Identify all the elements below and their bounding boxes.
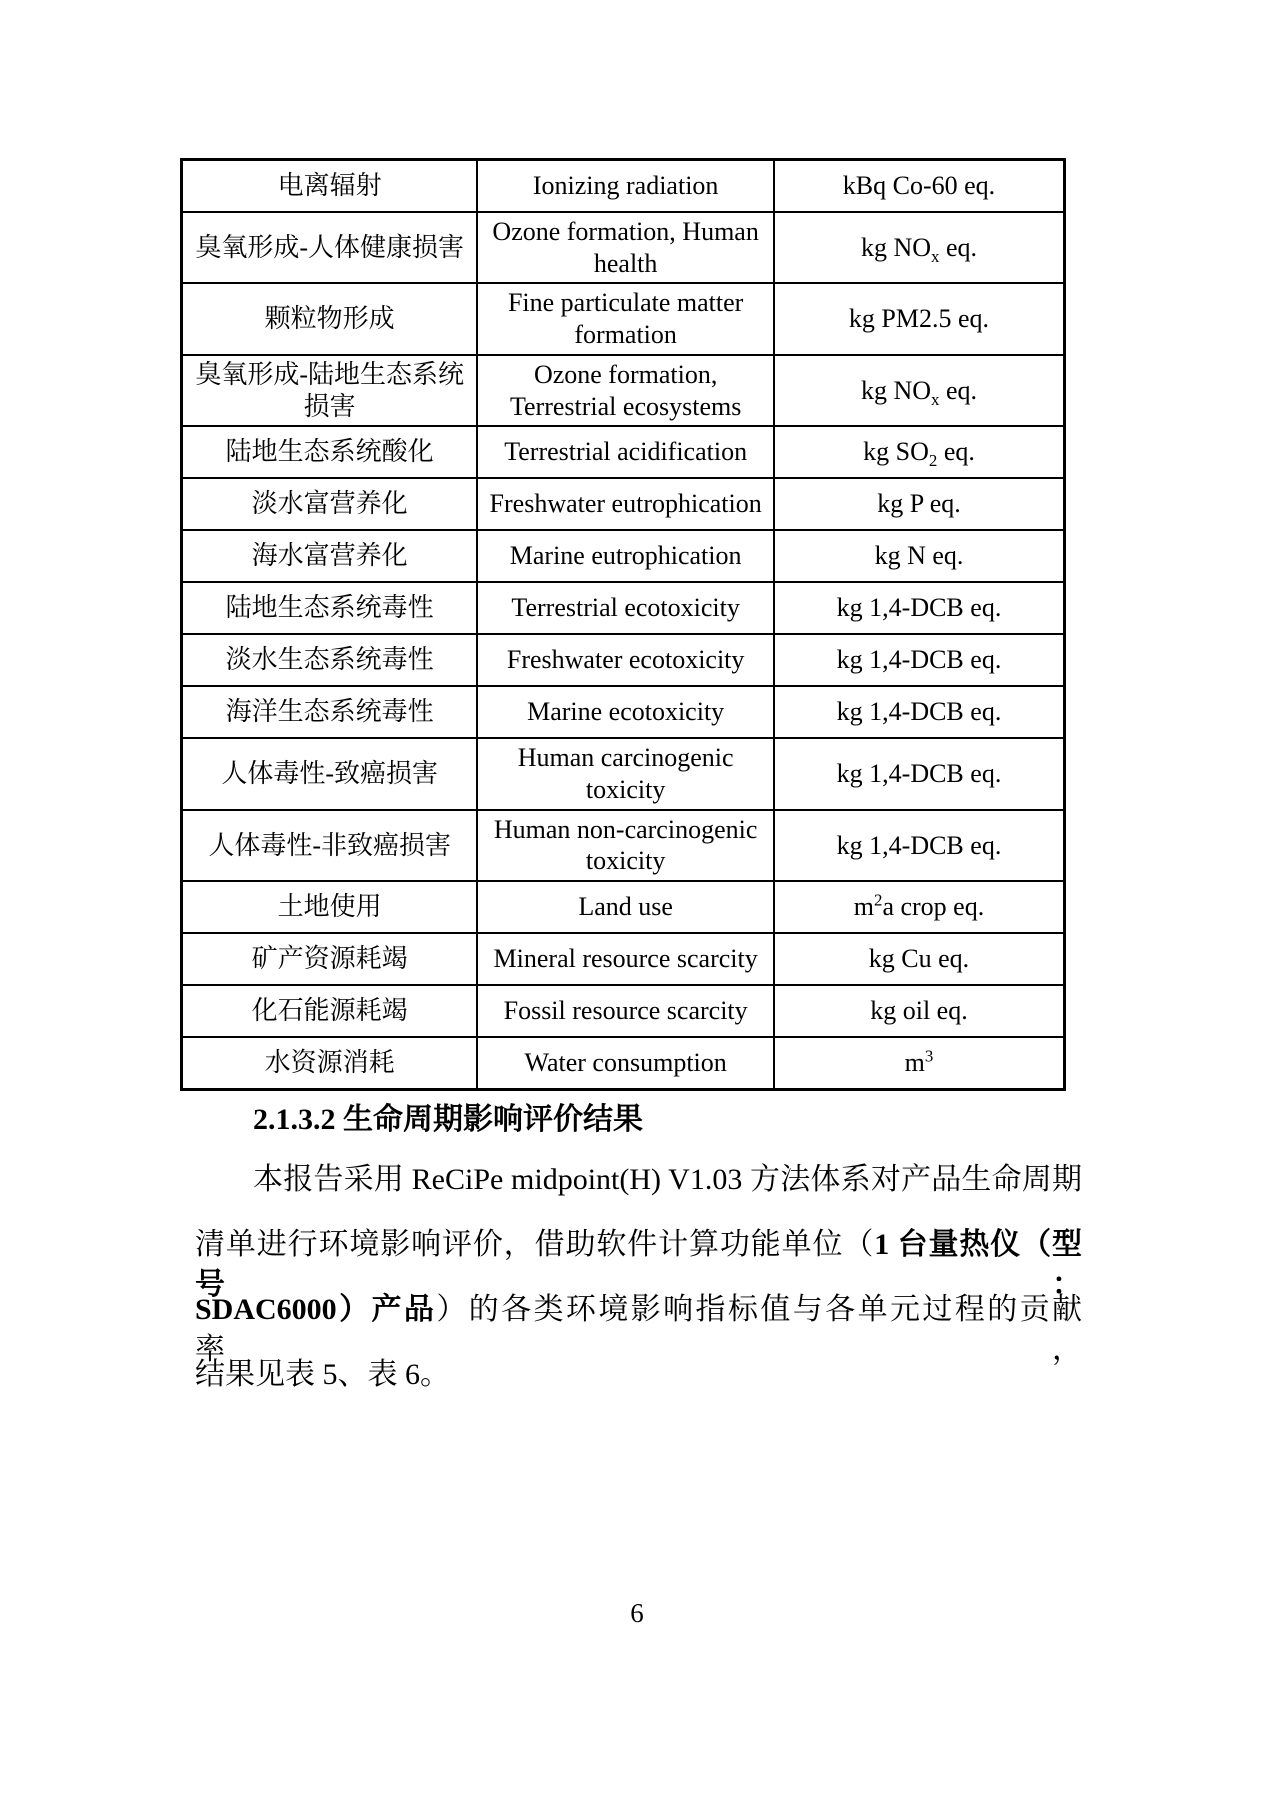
table-row — [182, 985, 1065, 1037]
category-name-en: Freshwater ecotoxicity — [477, 634, 774, 686]
category-unit: $m^2a$ crop eq. — [774, 881, 1065, 933]
category-name-en: Terrestrial ecotoxicity — [477, 582, 774, 634]
table-row — [182, 530, 1065, 582]
category-name-en: Marine eutrophication — [477, 530, 774, 582]
category-name-en: Mineral resource scarcity — [477, 933, 774, 985]
category-name-en: Water consumption — [477, 1037, 774, 1090]
category-name-zh: 陆地生态系统毒性 — [182, 582, 478, 634]
page-number: 6 — [630, 1598, 644, 1628]
category-unit: kg $NO_x$ eq. — [774, 212, 1065, 283]
category-name-en: Marine ecotoxicity — [477, 686, 774, 738]
category-name-zh: 臭氧形成-陆地生态系统损害 — [182, 355, 478, 426]
paragraph-line-2: 清单进行环境影响评价，借助软件计算功能单位（1 台量热仪（型号： — [195, 1228, 1082, 1301]
category-name-zh: 化石能源耗竭 — [182, 985, 478, 1037]
category-unit: kg 1,4-DCB eq. — [774, 738, 1065, 809]
category-name-en: Ionizing radiation — [477, 160, 774, 213]
category-name-en: Human non-carcinogenic toxicity — [477, 810, 774, 881]
category-name-zh: 水资源消耗 — [182, 1037, 478, 1090]
category-unit: kg 1,4-DCB eq. — [774, 810, 1065, 881]
table-row — [182, 686, 1065, 738]
table-row — [182, 283, 1065, 354]
category-name-zh: 人体毒性-非致癌损害 — [182, 810, 478, 881]
category-name-en: Freshwater eutrophication — [477, 478, 774, 530]
category-unit: kg N eq. — [774, 530, 1065, 582]
table-row — [182, 634, 1065, 686]
paragraph-line-3: SDAC6000）产品）的各类环境影响指标值与各单元过程的贡献率， — [195, 1293, 1083, 1366]
category-name-en: Terrestrial acidification — [477, 426, 774, 478]
category-unit: kBq Co-60 eq. — [774, 160, 1065, 213]
category-unit: kg Cu eq. — [774, 933, 1065, 985]
category-unit: kg P eq. — [774, 478, 1065, 530]
category-unit: kg 1,4-DCB eq. — [774, 582, 1065, 634]
paragraph-line-4: 结果见表 5、表 6。 — [195, 1358, 450, 1391]
table-row — [182, 478, 1065, 530]
table-row — [182, 160, 1065, 213]
table-row — [182, 426, 1065, 478]
category-name-en: Fine particulate matter formation — [477, 283, 774, 354]
table-row — [182, 355, 1065, 426]
category-name-en: Human carcinogenic toxicity — [477, 738, 774, 809]
impact-category-table — [180, 158, 1066, 1091]
category-name-zh: 颗粒物形成 — [182, 283, 478, 354]
category-name-zh: 陆地生态系统酸化 — [182, 426, 478, 478]
category-unit: $m^3$ — [774, 1037, 1065, 1090]
category-unit: kg 1,4-DCB eq. — [774, 634, 1065, 686]
category-unit: kg $SO_2$ eq. — [774, 426, 1065, 478]
table-row — [182, 738, 1065, 809]
category-name-zh: 海洋生态系统毒性 — [182, 686, 478, 738]
paragraph-line-1: 本报告采用 ReCiPe midpoint(H) V1.03 方法体系对产品生命周期 — [253, 1163, 1082, 1196]
table-row — [182, 810, 1065, 881]
category-name-zh: 人体毒性-致癌损害 — [182, 738, 478, 809]
category-name-en: Fossil resource scarcity — [477, 985, 774, 1037]
table-row — [182, 582, 1065, 634]
category-unit: kg $NO_x$ eq. — [774, 355, 1065, 426]
category-unit: kg PM2.5 eq. — [774, 283, 1065, 354]
category-name-zh: 臭氧形成-人体健康损害 — [182, 212, 478, 283]
table-row — [182, 933, 1065, 985]
category-unit: kg 1,4-DCB eq. — [774, 686, 1065, 738]
category-name-zh: 电离辐射 — [182, 160, 478, 213]
section-heading: 2.1.3.2 生命周期影响评价结果 — [253, 1103, 643, 1136]
category-name-zh: 海水富营养化 — [182, 530, 478, 582]
category-name-zh: 淡水生态系统毒性 — [182, 634, 478, 686]
category-name-en: Land use — [477, 881, 774, 933]
table-row — [182, 1037, 1065, 1090]
category-name-zh: 土地使用 — [182, 881, 478, 933]
table-row — [182, 212, 1065, 283]
table-row — [182, 881, 1065, 933]
category-unit: kg oil eq. — [774, 985, 1065, 1037]
impact-table-body — [182, 160, 1065, 1090]
category-name-en: Ozone formation, Human health — [477, 212, 774, 283]
category-name-zh: 矿产资源耗竭 — [182, 933, 478, 985]
category-name-en: Ozone formation, Terrestrial ecosystems — [477, 355, 774, 426]
category-name-zh: 淡水富营养化 — [182, 478, 478, 530]
